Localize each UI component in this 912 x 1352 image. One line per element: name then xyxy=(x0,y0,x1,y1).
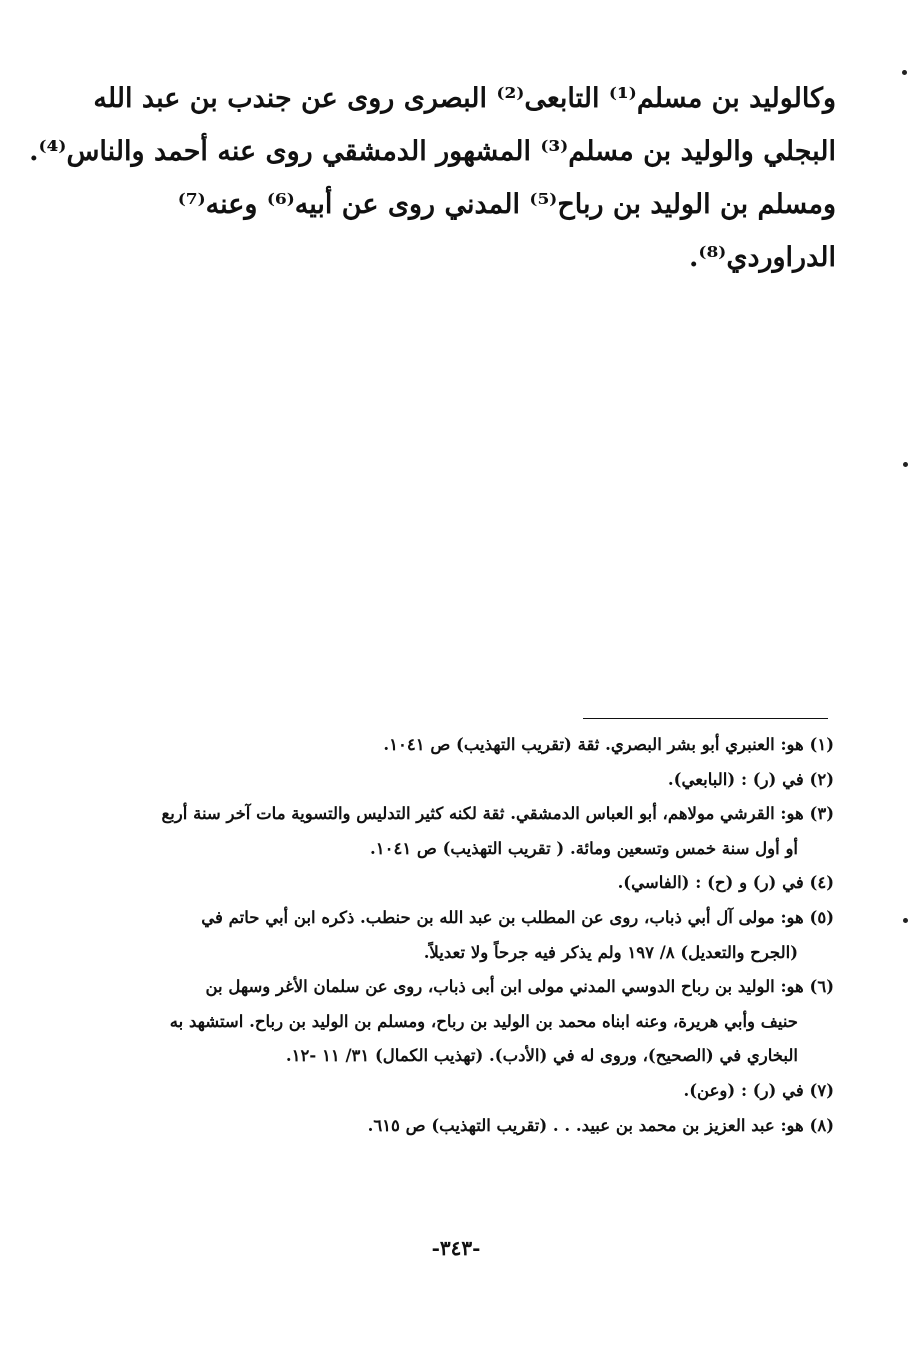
main-text-line: ومسلم بن الوليد بن رباح⁽⁵⁾ المدني روى عن أبيه⁽⁶⁾ وعنه⁽⁷⁾ xyxy=(177,189,836,220)
footnotes-block xyxy=(114,728,834,1143)
main-text-block xyxy=(29,72,836,284)
footnote-divider xyxy=(583,718,828,719)
footnote-8: (٨) هو: عبد العزيز بن محمد بن عبيد. . . (تقريب التهذيب) ص ٦١٥. xyxy=(367,1115,834,1135)
footnote-6-continuation: البخاري في (الصحيح)، وروى له في (الأدب). (تهذيب الكمال) ٣١/ ١١ -١٢. xyxy=(285,1046,798,1066)
footnote-2: (٢) في (ر) : (البابعي). xyxy=(667,769,834,789)
main-text-line: وكالوليد بن مسلم⁽¹⁾ التابعى⁽²⁾ البصرى روى عن جندب بن عبد الله xyxy=(93,83,836,114)
edge-dot-mark xyxy=(903,462,908,467)
footnote-5: (٥) هو: مولى آل أبي ذباب، روى عن المطلب بن عبد الله بن حنطب. ذكره ابن أبي حاتم في xyxy=(201,907,834,927)
page-number: -٣٤٣- xyxy=(431,1236,481,1260)
footnote-6: (٦) هو: الوليد بن رباح الدوسي المدني مولى ابن أبى ذباب، روى عن سلمان الأغر وسهل بن xyxy=(205,977,834,997)
footnote-3-continuation: أو أول سنة خمس وتسعين ومائة. ( تقريب التهذيب) ص ١٠٤١. xyxy=(369,838,798,858)
edge-dot-mark xyxy=(902,70,907,75)
footnote-5-continuation: (الجرح والتعديل) ٨/ ١٩٧ ولم يذكر فيه جرحاً ولا تعديلاً. xyxy=(423,942,798,962)
main-text-line: الدراوردي⁽⁸⁾. xyxy=(689,242,836,273)
main-text-line: البجلي والوليد بن مسلم⁽³⁾ المشهور الدمشقي روى عنه أحمد والناس⁽⁴⁾. xyxy=(29,136,836,167)
footnote-1: (١) هو: العنبري أبو بشر البصري. ثقة (تقريب التهذيب) ص ١٠٤١. xyxy=(383,735,834,754)
footnote-4: (٤) في (ر) و (ح) : (الفاسي). xyxy=(617,873,834,893)
footnote-7: (٧) في (ر) : (وعن). xyxy=(683,1080,834,1100)
edge-dot-mark xyxy=(903,918,908,923)
footnote-6-continuation: حنيف وأبي هريرة، وعنه ابناه محمد بن الوليد بن رباح، ومسلم بن الوليد بن رباح. استشهد به xyxy=(169,1011,798,1031)
footnote-3: (٣) هو: القرشي مولاهم، أبو العباس الدمشقي. ثقة لكنه كثير التدليس والتسوية مات آخر سنة أربع xyxy=(161,804,834,824)
